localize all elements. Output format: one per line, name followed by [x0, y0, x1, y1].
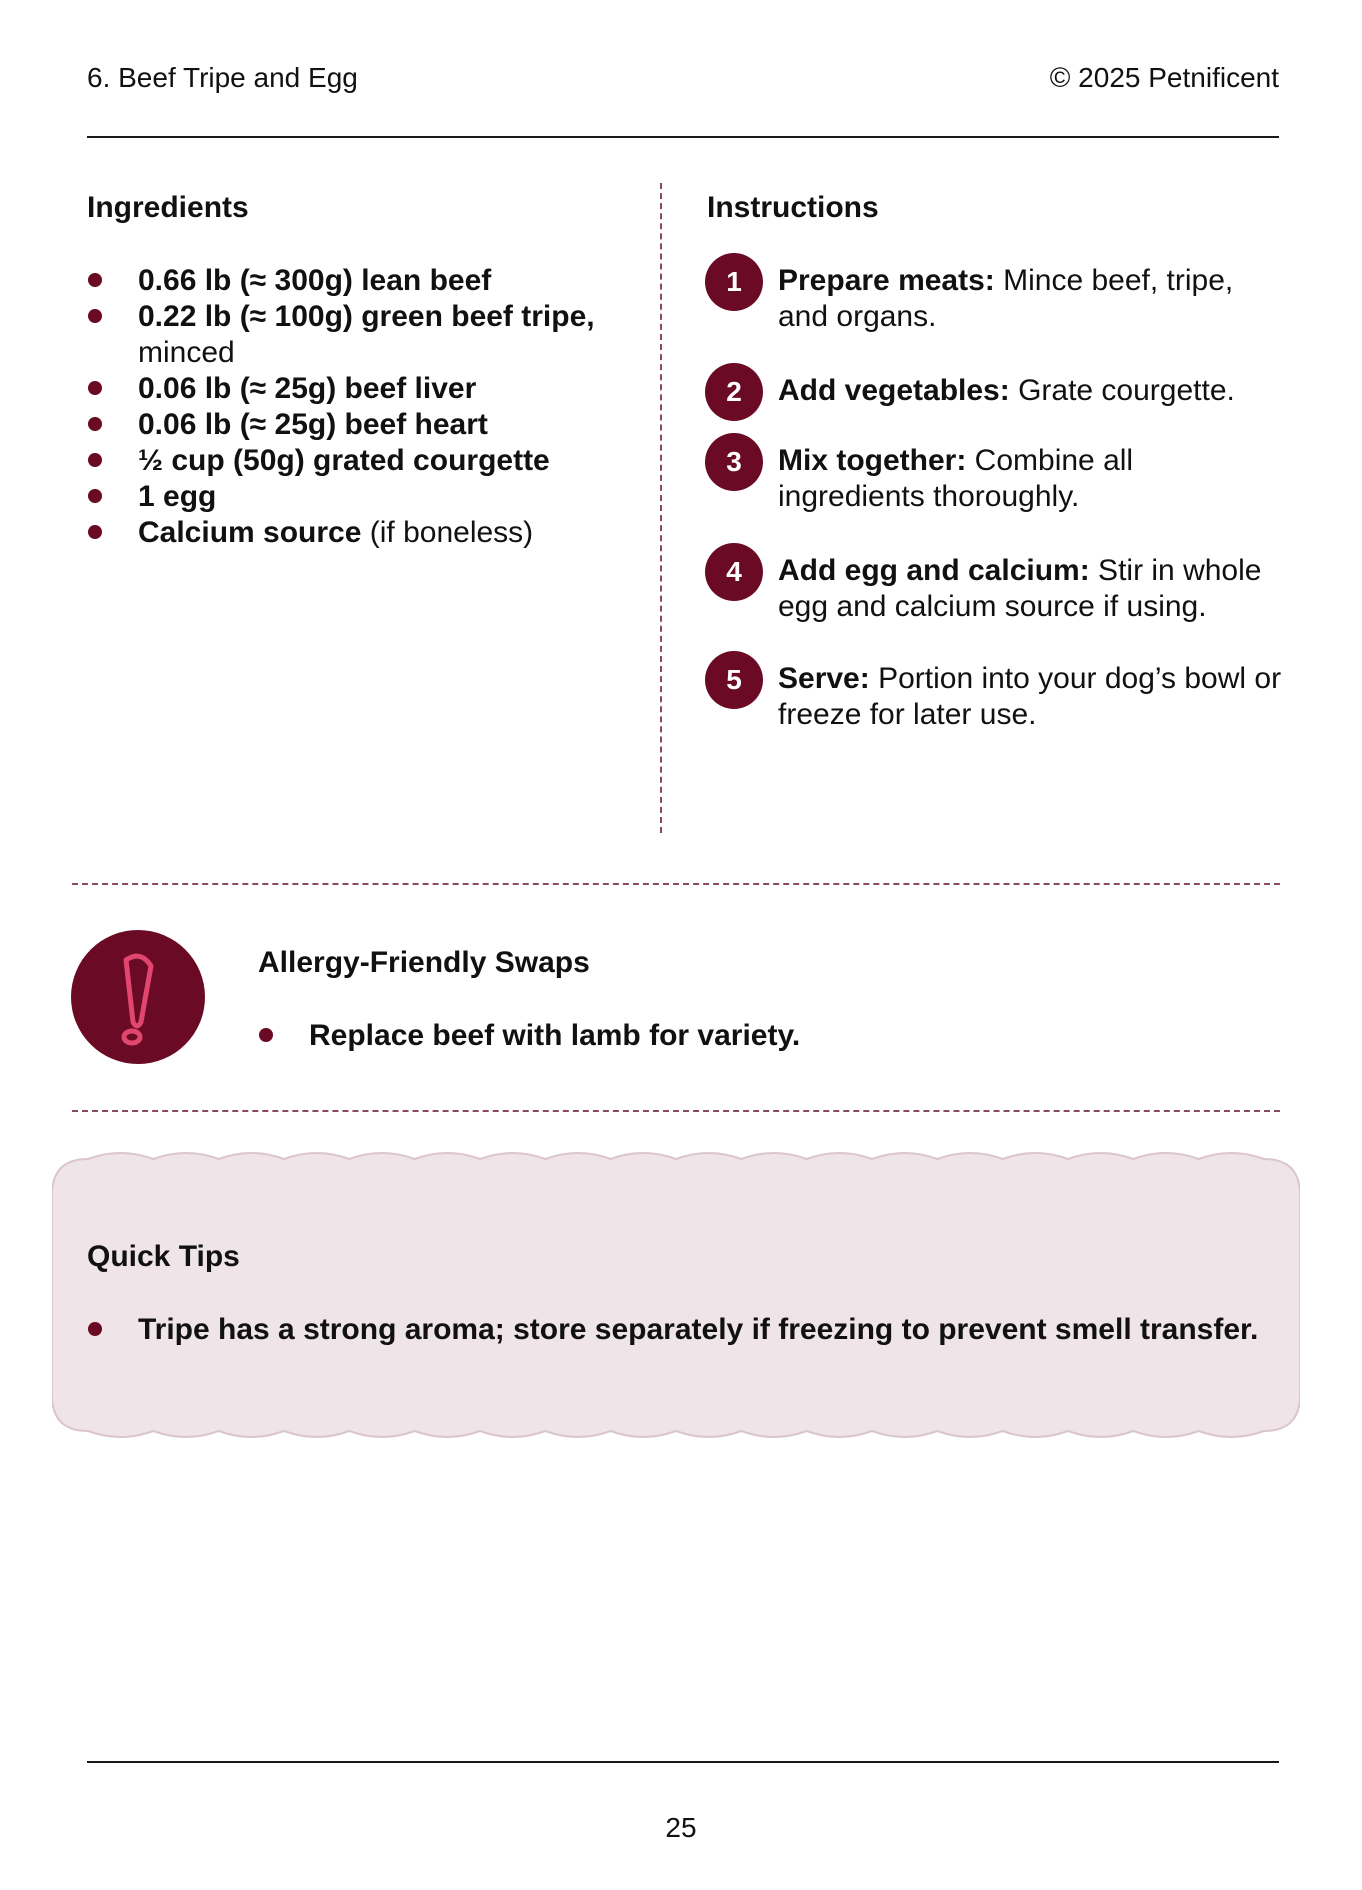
instructions-title: Instructions [707, 191, 879, 224]
ingredients-list [87, 263, 647, 551]
step-number-badge: 3 [705, 433, 763, 491]
bullet-dot [88, 417, 102, 431]
page-number: 25 [665, 1812, 697, 1843]
allergy-bottom-divider [72, 1110, 1280, 1112]
scalloped-background [52, 1145, 1300, 1445]
bullet-dot [88, 525, 102, 539]
bullet-dot [88, 381, 102, 395]
ingredient-item: Calcium source (if boneless) [87, 515, 647, 551]
bullet-dot [88, 453, 102, 467]
bullet-dot [88, 489, 102, 503]
copyright-notice: © 2025 Petnificent [1049, 62, 1279, 93]
ingredient-item: 0.22 lb (≈ 100g) green beef tripe, minced [87, 299, 647, 371]
alert-badge [71, 930, 205, 1064]
footer-rule [87, 1761, 1279, 1763]
allergy-item: Replace beef with lamb for variety. [258, 1018, 1258, 1054]
step-text: Add egg and calcium: Stir in whole egg and calcium source if using. [778, 554, 1262, 623]
step-text: Add vegetables: Grate courgette. [778, 374, 1235, 407]
header-rule [87, 136, 1279, 138]
ingredients-title: Ingredients [87, 191, 249, 224]
bullet-dot [88, 309, 102, 323]
ingredient-item: 0.66 lb (≈ 300g) lean beef [87, 263, 647, 299]
exclamation-icon [71, 930, 205, 1064]
step-text: Mix together: Combine all ingredients thoroughly. [778, 444, 1134, 513]
ingredient-item: 0.06 lb (≈ 25g) beef heart [87, 407, 647, 443]
step-text: Serve: Portion into your dog’s bowl or freeze for later use. [778, 662, 1282, 731]
quick-tips-box [52, 1145, 1300, 1445]
ingredient-item: 0.06 lb (≈ 25g) beef liver [87, 371, 647, 407]
quick-tip-item: Tripe has a strong aroma; store separately if freezing to prevent smell transfer. [87, 1312, 1297, 1348]
ingredient-item: 1 egg [87, 479, 647, 515]
step-number-badge: 5 [705, 651, 763, 709]
step-text: Prepare meats: Mince beef, tripe, and organs. [778, 264, 1234, 333]
recipe-title: 6. Beef Tripe and Egg [87, 62, 358, 93]
bullet-dot [88, 273, 102, 287]
ingredient-item: ½ cup (50g) grated courgette [87, 443, 647, 479]
step-number-badge: 2 [705, 363, 763, 421]
bullet-dot [259, 1028, 273, 1042]
quick-tips-title: Quick Tips [87, 1240, 240, 1273]
allergy-list [258, 1018, 1258, 1054]
column-divider [660, 183, 662, 833]
bullet-dot [88, 1322, 102, 1336]
step-number-badge: 4 [705, 543, 763, 601]
allergy-top-divider [72, 883, 1280, 885]
page-header [87, 62, 1279, 102]
quick-tips-list [87, 1312, 1297, 1348]
scalloped-shape [52, 1153, 1300, 1437]
allergy-title: Allergy-Friendly Swaps [258, 946, 590, 979]
step-number-badge: 1 [705, 253, 763, 311]
